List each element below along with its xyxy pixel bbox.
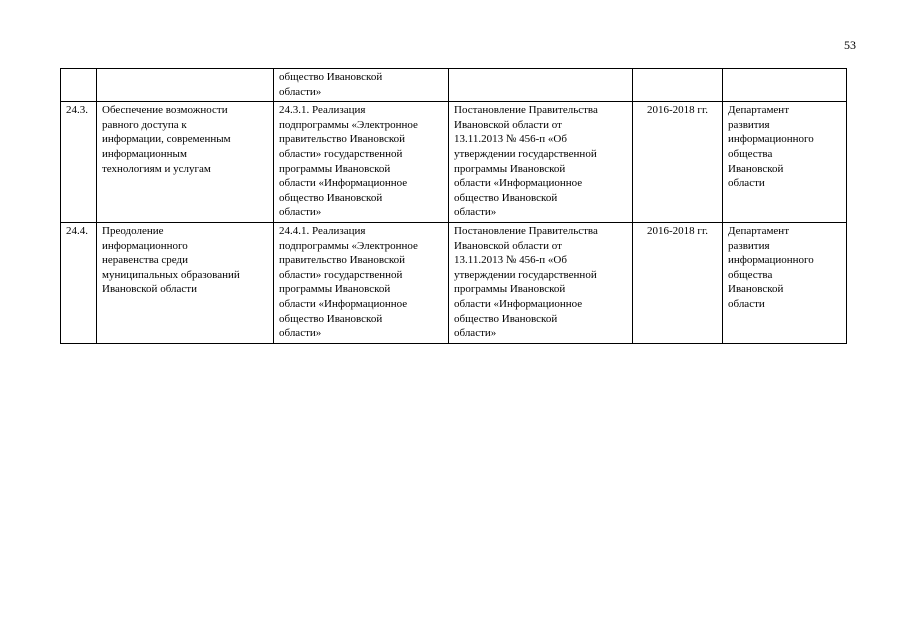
table-row (61, 102, 847, 223)
table-row (61, 222, 847, 343)
measures-table (60, 68, 847, 344)
program-cell: 24.3.1. Реализация подпрограммы «Электронное правительство Ивановской области» государственной программы Ивановской области «Информационное общество Ивановской области» (274, 102, 449, 223)
executor-cell: Департамент развития информационного общества Ивановской области (723, 102, 847, 223)
period-cell: 2016-2018 гг. (633, 102, 723, 223)
activity-cell (97, 69, 274, 102)
activity-cell: Обеспечение возможности равного доступа к информации, современным информационным технологиям и услугам (97, 102, 274, 223)
basis-cell: Постановление Правительства Ивановской области от 13.11.2013 № 456-п «Об утверждении государственной программы Ивановской области «Информационное общество Ивановской области» (449, 222, 633, 343)
executor-cell: Департамент развития информационного общества Ивановской области (723, 222, 847, 343)
period-cell: 2016-2018 гг. (633, 222, 723, 343)
row-number-cell: 24.4. (61, 222, 97, 343)
program-cell: 24.4.1. Реализация подпрограммы «Электронное правительство Ивановской области» государственной программы Ивановской области «Информационное общество Ивановской области» (274, 222, 449, 343)
page-number: 53 (844, 38, 856, 52)
period-cell (633, 69, 723, 102)
table-row (61, 69, 847, 102)
row-number-cell: 24.3. (61, 102, 97, 223)
basis-cell (449, 69, 633, 102)
basis-cell: Постановление Правительства Ивановской области от 13.11.2013 № 456-п «Об утверждении государственной программы Ивановской области «Информационное общество Ивановской области» (449, 102, 633, 223)
executor-cell (723, 69, 847, 102)
program-cell: общество Ивановской области» (274, 69, 449, 102)
activity-cell: Преодоление информационного неравенства среди муниципальных образований Ивановской области (97, 222, 274, 343)
row-number-cell (61, 69, 97, 102)
